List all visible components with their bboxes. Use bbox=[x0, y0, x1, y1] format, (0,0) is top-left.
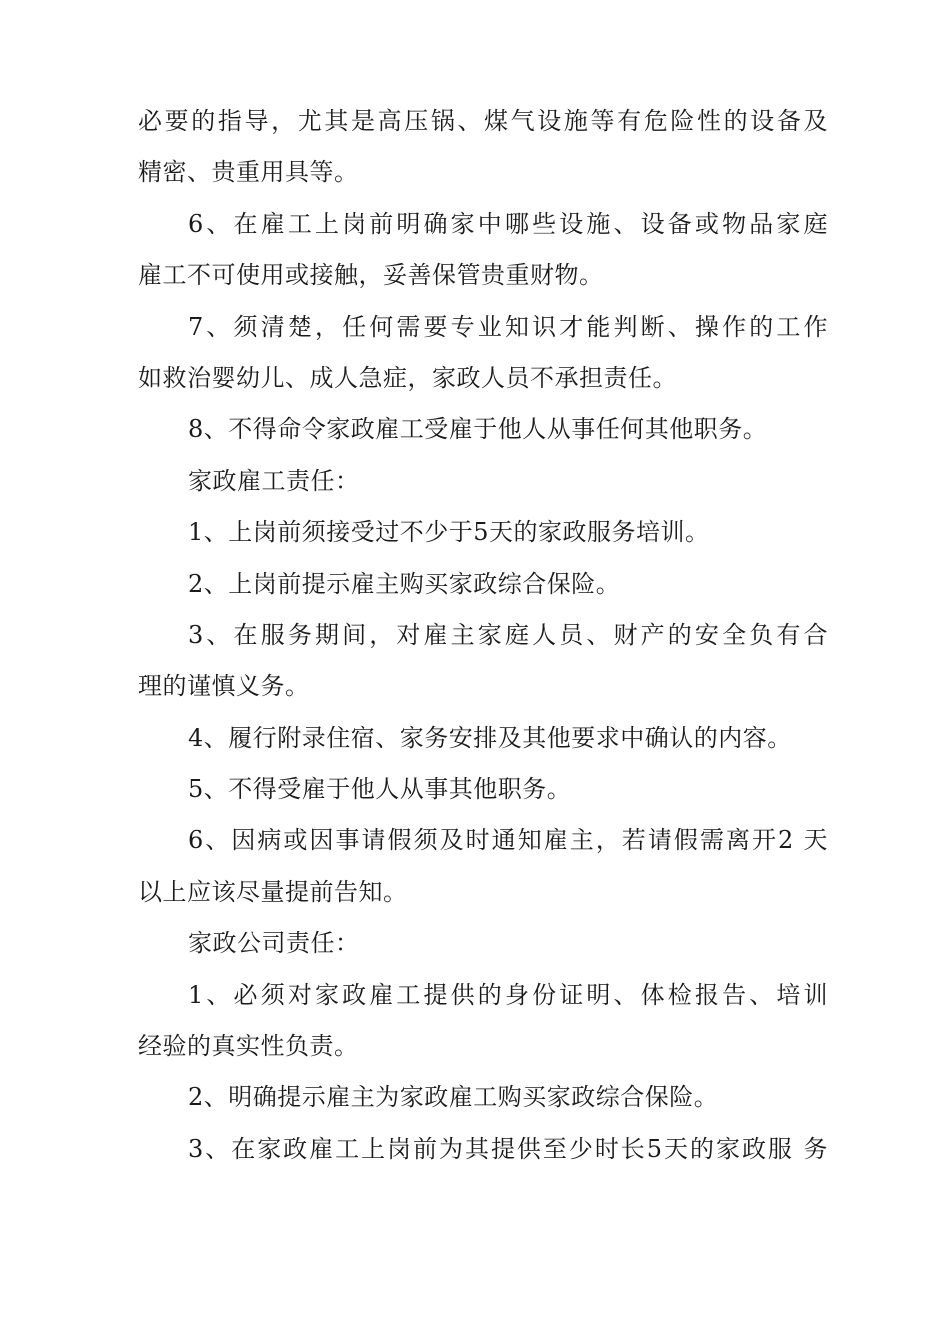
text-line: 7、须清楚，任何需要专业知识才能判断、操作的工作 bbox=[188, 312, 828, 341]
text-line: 5、不得受雇于他人从事其他职务。 bbox=[188, 775, 572, 804]
section-heading: 家政雇工责任： bbox=[188, 466, 360, 495]
text-line: 6、在雇工上岗前明确家中哪些设施、设备或物品家庭 bbox=[188, 209, 828, 238]
text-line: 8、不得命令家政雇工受雇于他人从事任何其他职务。 bbox=[188, 415, 768, 444]
document-body bbox=[138, 96, 828, 1175]
section-heading: 家政公司责任： bbox=[188, 929, 360, 958]
text-line: 3、在家政雇工上岗前为其提供至少时长5天的家政服 务 bbox=[188, 1134, 828, 1163]
text-line: 如救治婴幼儿、成人急症，家政人员不承担责任。 bbox=[138, 363, 677, 392]
text-line: 经验的真实性负责。 bbox=[138, 1032, 359, 1061]
text-line: 2、明确提示雇主为家政雇工购买家政综合保险。 bbox=[188, 1083, 719, 1112]
text-line: 精密、贵重用具等。 bbox=[138, 158, 359, 187]
text-line: 1、必须对家政雇工提供的身份证明、体检报告、培训 bbox=[188, 980, 828, 1009]
text-line: 2、上岗前提示雇主购买家政综合保险。 bbox=[188, 569, 621, 598]
text-line: 3、在服务期间，对雇主家庭人员、财产的安全负有合 bbox=[188, 620, 828, 649]
text-line: 必要的指导，尤其是高压锅、煤气设施等有危险性的设备及 bbox=[138, 107, 828, 135]
text-line: 1、上岗前须接受过不少于5天的家政服务培训。 bbox=[188, 518, 710, 547]
text-line: 6、因病或因事请假须及时通知雇主，若请假需离开2 天 bbox=[188, 826, 828, 855]
text-line: 4、履行附录住宿、家务安排及其他要求中确认的内容。 bbox=[188, 723, 792, 752]
text-line: 雇工不可使用或接触，妥善保管贵重财物。 bbox=[138, 261, 604, 290]
text-line: 以上应该尽量提前告知。 bbox=[138, 877, 408, 906]
text-line: 理的谨慎义务。 bbox=[138, 672, 310, 701]
